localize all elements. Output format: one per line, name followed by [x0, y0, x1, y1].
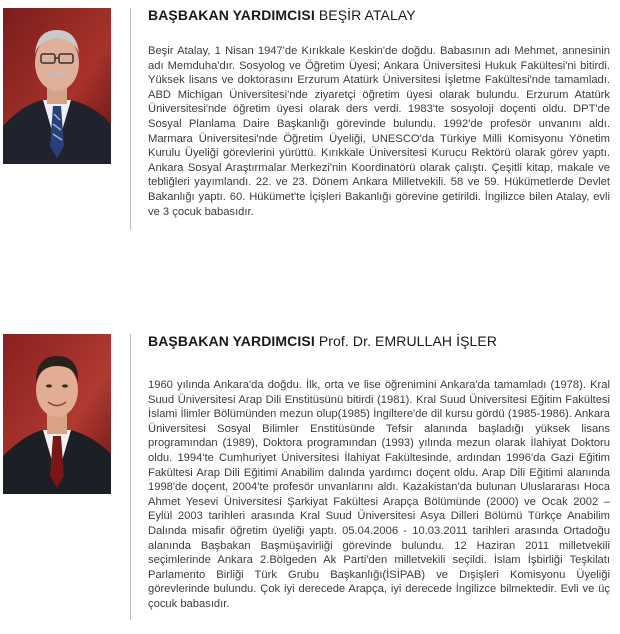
person-name: Prof. Dr. EMRULLAH İŞLER	[318, 333, 498, 349]
biography-section-isler	[0, 326, 620, 626]
person-heading	[148, 7, 416, 23]
vertical-divider	[130, 334, 131, 620]
vertical-divider	[130, 8, 131, 230]
portrait-image	[3, 334, 111, 494]
portrait-image	[3, 8, 111, 164]
biography-section-atalay	[0, 0, 620, 260]
portrait-photo-atalay	[3, 8, 111, 164]
position-title: BAŞBAKAN YARDIMCISI	[148, 333, 315, 349]
biography-text: Beşir Atalay, 1 Nisan 1947'de Kırıkkale Keskin'de doğdu. Babasının adı Mehmet, annesinin adı Memduha'dır. Sosyolog ve Öğretim Üyesi; Ankara Üniversitesi Hukuk Fakültesi'ni bitirdi. Yüksek lisans ve doktorasını Erzurum Atatürk Üniversitesi İşletme Fakültesi'nde tamamladı. ABD Michigan Üniversitesi'nde ziyaretçi öğretim üyesi olarak bulundu. Erzurum Atatürk Üniversitesi'nde öğretim üyesi olarak ders verdi. 1983'te sosyoloji doçenti oldu. DPT'de Sosyal Planlama Daire Başkanlığı görevinde bulundu. 1992'de profesör unvanını aldı. Marmara Üniversitesi'nde Öğretim Üyeliği, UNESCO'da Türkiye Milli Komisyonu Yönetim Kurulu Üyeliği görevlerini yürüttü. Kırıkkale Üniversitesi Kurucu Rektörü olarak görev yaptı. Ankara Sosyal Araştırmalar Merkezi'nin Koordinatörü olarak çalıştı. Çeşitli kitap, makale ve tebliğleri yayımlandı. 22. ve 23. Dönem Ankara Milletvekili. 58 ve 59. Hükümetlerde Devlet Bakanlığı yaptı. 60. Hükümet'te İçişleri Bakanlığı görevine getirildi. İngilizce bilen Atalay, evli ve 3 çocuk babasıdır.	[148, 45, 610, 218]
person-name: BEŞİR ATALAY	[318, 7, 416, 23]
position-title: BAŞBAKAN YARDIMCISI	[148, 7, 315, 23]
biography-text: 1960 yılında Ankara'da doğdu. İlk, orta ve lise öğrenimini Ankara'da tamamladı (1978). Kral Suud Üniversitesi Arap Dili Enstitüsünü bitirdi (1981). Kral Suud Üniversitesi Eğitim Fakültesi İslami İlimler Bölümünden mezun olup(1985) İngiltere'de dil kursu gördü (1985-1986). Ankara Üniversitesi Sosyal Bilimler Enstitüsünde Tefsir alanında başladığı yüksek lisans programından (1989), Doktora programından (1993) yılında mezun olarak İlahiyat Doktoru oldu. 1994'te Cumhuriyet Üniversitesi İlahiyat Fakültesinde, ardından 1996'da Gazi Eğitim Fakültesi Arap Dili Eğitimi Anabilim dalında yardımcı doçent oldu. Arap Dili Eğitimi alanında 1998'de doçent, 2004'te profesör unvanlarını aldı. Kazakistan'da bulunan Uluslararası Hoca Ahmet Yesevi Üniversitesi Şarkiyat Fakültesi Arapça Bölümünde (2000) ve Ocak 2002 – Eylül 2003 tarihleri arasında Kral Suud Üniversitesi Asya Dilleri Bölümü Türkçe Anabilim Dalında misafir öğretim üyeliği yaptı. 05.04.2006 - 10.03.2011 tarihleri arasında Ortadoğu alanında Başbakan Başmüşavirliği görevinde bulundu. 12 Haziran 2011 milletvekili seçimlerinde Ankara 2.Bölgeden Ak Parti'den milletvekili seçildi. İslam İşbirliği Teşkilatı Parlamento Birliği Türk Grubu Başkanlığı(İSİPAB) ve Dışişleri Komisyonu Üyeliği görevlerinde bulundu. Çok iyi derecede Arapça, iyi derecede İngilizce bilmektedir. Evli ve üç çocuk babasıdır.	[148, 379, 610, 610]
portrait-photo-isler	[3, 334, 111, 494]
person-heading	[148, 333, 497, 349]
